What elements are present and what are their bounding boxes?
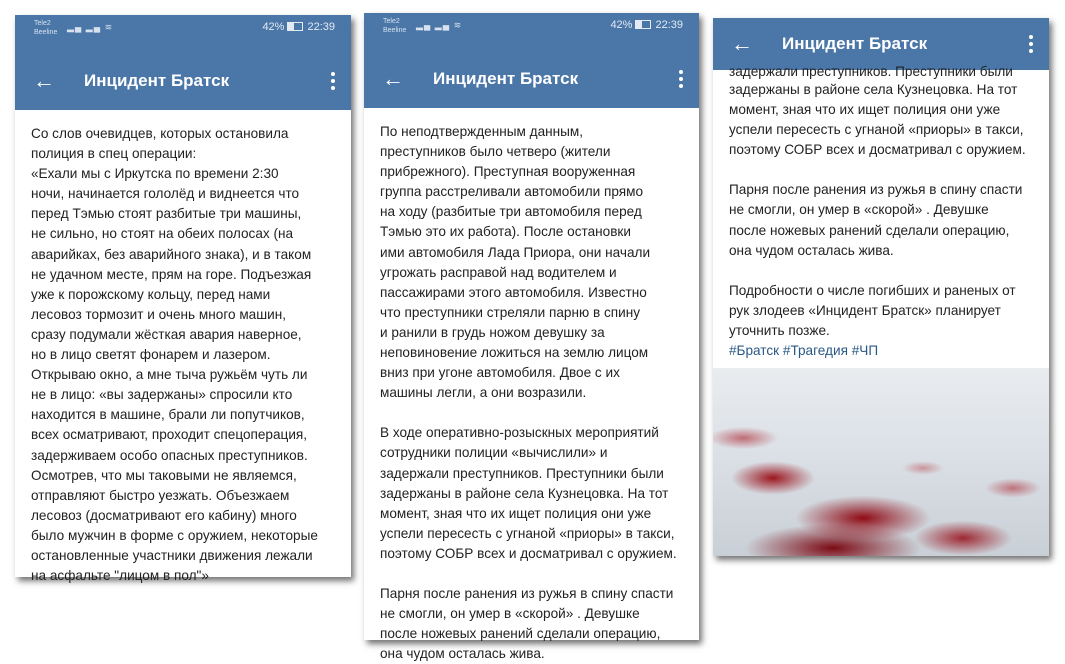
text-line: группа расстреливали автомобили прямо — [380, 184, 644, 200]
battery-percent: 42% — [610, 19, 633, 31]
text-line: Парня после ранения из ружья в спину спасти — [380, 585, 674, 601]
text-line: успели пересесть с угнаной «приоры» в такси, — [729, 122, 1024, 138]
text-line: остановленные участники движения лежали — [31, 547, 313, 563]
text-line: но в лицо светят фонарем и лазером. — [31, 347, 271, 363]
text-line: лесовоз тормозит и очень много машин, — [31, 306, 287, 322]
status-right — [610, 19, 683, 31]
text-line: ночи, начинается гололёд и виднеется что — [31, 186, 300, 202]
cut-off-line: задержали преступников. Преступники были — [729, 64, 1013, 79]
text-line: Тэмью это их работа). После остановки — [380, 224, 631, 240]
text-line: после ножевых ранений сделали операцию, — [380, 626, 661, 642]
text-line: Подробности о числе погибших и раненых от — [729, 282, 1016, 298]
clock: 22:39 — [307, 21, 335, 33]
text-line: успели пересесть с угнаной «приоры» в такси, — [380, 525, 675, 541]
back-arrow-icon[interactable]: ← — [33, 68, 55, 93]
text-line: уточнить позже. — [729, 322, 830, 338]
paragraph-gap — [380, 564, 685, 584]
text-line: задержаны в районе села Кузнецовка. На тот — [729, 82, 1018, 97]
text-line: не в лицо: «вы задержаны» спросили кто — [31, 387, 293, 403]
text-line: пассажирами этого автомобиля. Известно — [380, 284, 647, 300]
text-line: угрожать расправой над водителем и — [380, 264, 617, 280]
text-line: перед Тэмью стоят разбитые три машины, — [31, 206, 302, 222]
text-line: машины легли, а они возразили. — [380, 385, 587, 401]
text-line: неповиновение ложиться на землю лицом — [380, 345, 649, 361]
text-line: не удачном месте, прям на горе. Подъезжая — [31, 266, 312, 282]
text-line: задерживаем особо опасных преступников. — [31, 447, 308, 463]
screenshot-1 — [15, 15, 351, 584]
text-line: вниз при угоне автомобиля. Двое с их — [380, 365, 620, 381]
text-line: сотрудники полиции «вычислили» и — [380, 445, 608, 461]
page-title: Инцидент Братск — [782, 34, 928, 53]
text-line: поэтому СОБР всех и досматривал с оружием. — [380, 545, 677, 561]
carrier-1: Tele2 — [34, 20, 51, 27]
signal-icon: ▂▄ ▂▄ ≋ — [416, 20, 463, 30]
text-line: Со слов очевидцев, которых остановила — [31, 126, 289, 141]
more-vertical-icon[interactable] — [1027, 32, 1035, 56]
text-line: она чудом осталась жива. — [380, 646, 545, 662]
text-line: полиция в спец операции: — [31, 146, 197, 162]
text-line: момент, зная что их ищет полиция они уже — [729, 102, 1001, 118]
more-vertical-icon[interactable] — [329, 69, 337, 93]
text-line: Осмотрев, что мы таковыми не являемся, — [31, 467, 297, 483]
app-bar — [364, 53, 699, 108]
text-line: задержали преступников. Преступники были — [380, 465, 664, 481]
text-line: всех осматривают, проходит спецоперация, — [31, 427, 308, 443]
text-line: она чудом осталась жива. — [729, 242, 894, 258]
text-line: В ходе оперативно-розыскных мероприятий — [380, 425, 659, 441]
status-bar — [15, 15, 351, 55]
screenshot-3 — [713, 18, 1049, 556]
more-vertical-icon[interactable] — [677, 67, 685, 91]
text-line: что преступники стреляли парню в спину — [380, 304, 641, 320]
text-line: аварийках, без аварийного знака), и в таком — [31, 246, 312, 262]
text-line: По неподтвержденным данным, — [380, 124, 584, 139]
page-title: Инцидент Братск — [84, 71, 230, 90]
post-text — [15, 110, 351, 586]
text-line: находится в машине, брали ли попутчиков, — [31, 407, 305, 423]
text-line: на асфальте "лицом в пол"» — [31, 568, 209, 584]
back-arrow-icon[interactable]: ← — [382, 66, 404, 91]
text-line: на ходу (разбитые три автомобиля перед — [380, 204, 642, 220]
clock: 22:39 — [655, 19, 683, 31]
post-text — [713, 64, 1049, 361]
signal-icon: ▂▄ ▂▄ ≋ — [67, 22, 114, 32]
text-line: Открываю окно, а мне тыча ружьём чуть ли — [31, 367, 308, 383]
text-line: и ранили в грудь ножом девушку за — [380, 324, 605, 340]
text-line: не смогли, он умер в «скорой» . Девушке — [729, 202, 989, 218]
status-bar — [364, 13, 699, 53]
back-arrow-icon[interactable]: ← — [731, 31, 753, 56]
app-bar — [15, 55, 351, 110]
paragraph-gap — [729, 160, 1035, 180]
text-line: лесовоз (досматривают его кабину) много — [31, 507, 297, 523]
text-line: преступников было четверо (жители — [380, 144, 611, 160]
carrier-2: Beeline — [34, 29, 58, 36]
text-line: момент, зная что их ищет полиция они уже — [380, 505, 652, 521]
hashtags-link[interactable]: #Братск #Трагедия #ЧП — [729, 343, 879, 359]
text-line: не смогли, он умер в «скорой» . Девушке — [380, 606, 640, 622]
text-line: рук злодеев «Инцидент Братск» планирует — [729, 302, 1001, 318]
post-text — [364, 108, 699, 664]
text-line: ими автомобиля Лада Приора, они начали — [380, 244, 651, 260]
carrier-1: Tele2 — [383, 18, 400, 25]
text-line: задержаны в районе села Кузнецовка. На тот — [380, 485, 669, 501]
battery-icon — [287, 22, 303, 31]
text-line: «Ехали мы с Иркутска по времени 2:30 — [31, 166, 279, 182]
paragraph-gap — [380, 403, 685, 423]
battery-percent: 42% — [262, 21, 285, 33]
paragraph-gap — [729, 261, 1035, 281]
page-title: Инцидент Братск — [433, 69, 579, 88]
status-right — [262, 21, 335, 33]
carrier-names — [34, 19, 57, 37]
text-line: было мужчин в форме с оружием, некоторые — [31, 527, 318, 543]
battery-icon — [635, 20, 651, 29]
text-line: Парня после ранения из ружья в спину спасти — [729, 182, 1023, 198]
text-line: прибрежного). Преступная вооруженная — [380, 164, 636, 180]
text-line: отправляют быстро уезжать. Объезжаем — [31, 487, 290, 503]
text-line: поэтому СОБР всех и досматривал с оружием. — [729, 142, 1026, 158]
screenshot-2 — [364, 13, 699, 662]
text-line: не сильно, но стоят на обеих полосах (на — [31, 226, 294, 242]
text-line: после ножевых ранений сделали операцию, — [729, 222, 1010, 238]
text-line: сразу подумали жёсткая авария наверное, — [31, 326, 302, 342]
post-photo-bloody-snow[interactable] — [713, 368, 1049, 556]
carrier-names — [383, 17, 406, 35]
text-line: уже к порожскому кольцу, перед нами — [31, 286, 271, 302]
carrier-2: Beeline — [383, 27, 407, 34]
